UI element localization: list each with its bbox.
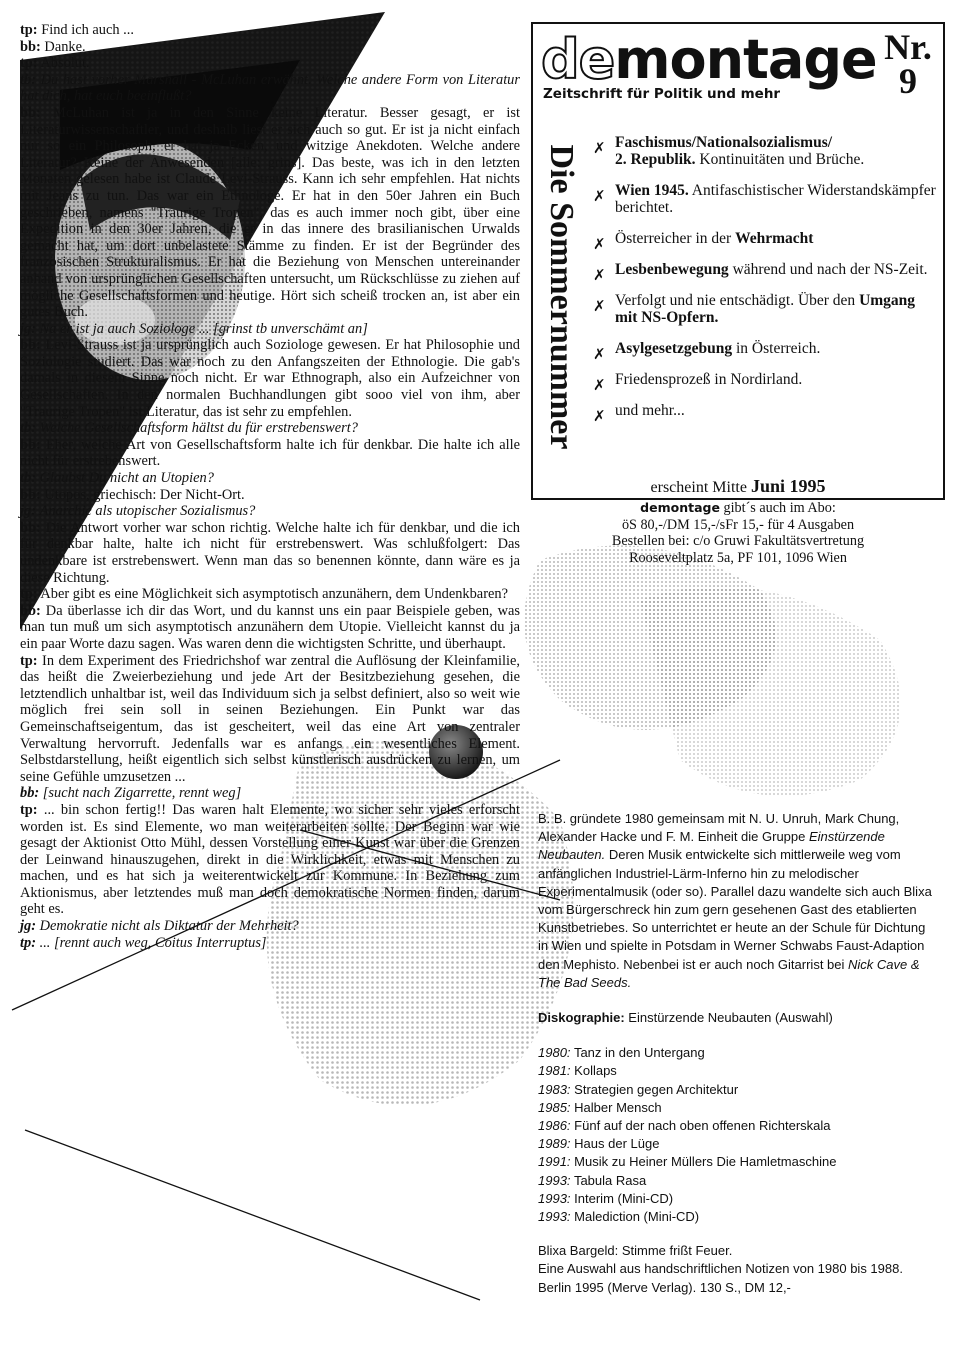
interview-paragraph	[20, 437, 520, 470]
discography-item: 1983: Strategien gegen Architektur	[538, 1081, 739, 1097]
speaker-text: Levi-Strauss ist ja ursprünglich auch Soziologe gewesen. Er hat Philosophie und Soziologie studiert. Das war noch zu den Anfangszeiten der Ethnologie. Die gab's damals in diesem Sinne noch nicht. Er war Ethnograph, also ein Aufzeichner von Gesellschaften. In den normalen Buchhandlungen gibt sooo viel von ihm, aber "Traurige Tropen" ist Literatur, das ist sehr zu empfehlen.	[20, 337, 520, 420]
speaker-label: tb:	[20, 470, 36, 487]
interview-text	[20, 22, 520, 951]
speaker-label: jg:	[20, 918, 36, 935]
cross-mark-icon: ✗	[593, 266, 606, 284]
speaker-text: Aber gibt es eine Möglichkeit sich asymptotisch anzunähern, dem Undenkbaren?	[40, 586, 508, 603]
discography-heading: Diskographie: Einstürzende Neubauten (Auswahl)	[538, 1010, 833, 1026]
interview-paragraph	[20, 802, 520, 918]
speaker-text: [sucht nach Zigarrette, rennt weg]	[42, 785, 242, 802]
toc-item: ✗ Österreicher in der Wehrmacht	[593, 230, 814, 253]
speaker-text: In dem Experiment des Friedrichshof war zentral die Auflösung der Kleinfamilie, das heißt die Zweierbeziehung und jede Art der Besitzbeziehung gesehen, die letztendlich unhaltbar ist, weil das Individuum sich ja selbst definiert, also so weit wie möglich frei sein soll in seinen Beziehungen. Ein Punkt war das Gemeinschaftseigentum, das ist gescheitert, weil das eine Art von zentraler Verwaltung hervorruft. Jedenfalls war es anfangs ein wesentliches Element. Selbstdarstellung, heißt eigentlich sich selbst künstlerisch ausdrücken zu lernen, um seine Gefühle umzusetzen ...	[20, 652, 520, 785]
cross-mark-icon: ✗	[593, 297, 606, 315]
cross-mark-icon: ✗	[593, 139, 606, 157]
interview-paragraph	[20, 935, 520, 952]
speaker-label: bb:	[20, 436, 41, 453]
toc-item: ✗ Friedensprozeß in Nordirland.	[593, 371, 803, 394]
issue-box	[531, 22, 945, 500]
speaker-text: Die Antwort vorher war schon richtig. Welche halte ich für denkbar, und die ich für denkbar halte, halte ich nicht für erstrebenswert. Was schlußfolgert: Das undenkbare ist erstrebenswert. Wenn man das so benennen könnte, dann wäre es ja diese Richtung.	[20, 519, 520, 586]
toc-item: ✗ Asylgesetzgebung in Österreich.	[593, 340, 821, 363]
speaker-label: tp:	[20, 652, 38, 669]
discography-item: 1985: Halber Mensch	[538, 1099, 662, 1115]
interview-paragraph	[20, 321, 520, 338]
discography-item: 1989: Haus der Lüge	[538, 1136, 660, 1152]
interview-paragraph	[20, 105, 520, 321]
speaker-label: tb:	[20, 71, 36, 88]
interview-paragraph	[20, 653, 520, 786]
speaker-text: Da überlasse ich dir das Wort, und du kannst uns ein paar Beispiele geben, was man tun muß um sich asymptotisch anzunähern dem Utopie. Vielleicht kannst du ja ein paar Worte dazu sagen. Was waren denn die wichtigsten Schritte, und überhaupt.	[20, 602, 520, 652]
speaker-label: bb:	[20, 519, 41, 536]
table-of-contents	[593, 134, 938, 433]
speaker-label: bb:	[20, 486, 41, 503]
cross-mark-icon: ✗	[593, 407, 606, 425]
speaker-text: Welche Gesellschaftsform hältst du für erstrebenswert?	[39, 420, 358, 437]
discography-item: 1993: Tabula Rasa	[538, 1172, 647, 1188]
discography-item: 1993: Interim (Mini-CD)	[538, 1190, 674, 1206]
speaker-text: Danke.	[44, 38, 86, 55]
speaker-text: Demokratie nicht als Diktatur der Mehrheit?	[39, 918, 299, 935]
speaker-text: Na er ist ja auch Soziologe ... [grinst tb unverschämt an]	[39, 320, 368, 337]
issue-number: Nr. 9	[884, 27, 932, 101]
speaker-label: tb:	[20, 420, 36, 437]
discography-item: 1981: Kollaps	[538, 1063, 617, 1079]
bio-paragraph: B. B. gründete 1980 gemeinsam mit N. U. Unruh, Mark Chung, Alexander Hacke und F. M. Einheit die Gruppe Einstürzende Neubauten. Deren Musik entwickelte sich mittlerweile weg vom anfänglichen Industriel-Lärm-Inferno hin zu melodischer Experimentalmusik (oder so). Parallel dazu wandelte sich auch Blixa vom Bürgerschreck hin zum gern gesehenen Gast des etablierten Kunstbetriebes. So unterrichtet er heute an der Schule für Dichtung in Wien und spielte in Potsdam in Werner Schwabs Faust-Adaption den Mephisto. Nebenbei ist er auch noch Gitarrist bei Nick Cave & The Bad Seeds.	[538, 811, 932, 990]
speaker-label: bb:	[20, 38, 41, 55]
speaker-label: tp:	[20, 801, 38, 818]
toc-item: ✗ und mehr...	[593, 402, 685, 425]
toc-item: ✗ Wien 1945. Antifaschistischer Widerstandskämpfer berichtet.	[593, 182, 936, 216]
speaker-label: jg:	[20, 320, 36, 337]
discography-item: 1980: Tanz in den Untergang	[538, 1045, 705, 1061]
book-info: Blixa Bargeld: Stimme frißt Feuer. Eine Auswahl aus handschriftlichen Notizen von 1980 bis 1988. Berlin 1995 (Merve Verlag). 130 S., DM 12,-	[538, 1243, 903, 1295]
interview-paragraph	[20, 785, 520, 802]
interview-paragraph	[20, 470, 520, 487]
discography-item: 1991: Musik zu Heiner Müllers Die Hamletmaschine	[538, 1154, 837, 1170]
toc-item: ✗ Lesbenbewegung während und nach der NS-Zeit.	[593, 261, 928, 284]
discography-item: 1993: Malediction (Mini-CD)	[538, 1209, 700, 1225]
speaker-text: McLuhan ist ja in den Sinne keine Literatur. Besser gesagt, er ist Literaturwissenschaftler, und deshalb liest er sich auch so gut. Er ist ja nicht einfach nur so ein Philosoph, er hat ja Ecken, und witzige Anekdoten. Welche andere Literatur? Keine der Anwesenden [alle: grins]. Das beste, was ich in den letzten Monaten gelesen habe ist Claude Levi-Strauss. Kann ich sehr empfehlen. Hat nichts mit Jeans zu tun. Das war ein Ethnologe. Er hat in den 50er Jahren ein Buch geschrieben, namens "Traurige Tropen", das es auch immer noch gibt, über eine Expedition in den 30er Jahren, die er in das innere des brasilianischen Urwalds gemacht hat, um dort unbelastete Stämme zu finden. Er ist der Begründer des französischen Strukturalismus. Er hat die Beziehung von Menschen untereinander anhand von ursprünglichen Gesellschaften untersucht, um Rückschlüsse zu ziehen auf mögliche Gesellschaftsformen und heutige. Hört sich scheiß trocken an, ist aber ein gutes Buch.	[20, 104, 520, 321]
vertical-title: Die Sommernummer	[543, 144, 580, 450]
subscription-info: demontage gibt´s auch im Abo: öS 80,-/DM 15,-/sFr 15,- für 4 Ausgaben Bestellen bei: c/o Gruwi Fakultätsvertretung Rooseveltplatz 5a, PF 101, 1096 Wien	[611, 500, 865, 566]
interview-paragraph	[20, 39, 520, 56]
cross-mark-icon: ✗	[593, 187, 606, 205]
interview-paragraph	[20, 603, 520, 653]
interview-paragraph	[20, 918, 520, 935]
interview-paragraph	[20, 72, 520, 105]
interview-paragraph	[20, 503, 520, 520]
interview-paragraph	[20, 586, 520, 603]
speaker-label: bb:	[20, 785, 40, 802]
speaker-label: tp:	[20, 22, 38, 38]
speaker-label: tp:	[20, 55, 38, 72]
speaker-label: tp:	[20, 934, 36, 951]
bio-section	[538, 810, 938, 1297]
release-note: erscheint Mitte Juni 1995	[650, 476, 826, 496]
interview-paragraph	[20, 55, 520, 72]
speaker-label: bb:	[20, 337, 41, 354]
speaker-text: Find ich auch ...	[41, 22, 134, 38]
interview-paragraph	[20, 22, 520, 39]
magazine-subtitle: Zeitschrift für Politik und mehr	[543, 86, 781, 102]
discography-item: 1986: Fünf auf der nach oben offenen Richterskala	[538, 1118, 831, 1134]
cross-mark-icon: ✗	[593, 376, 606, 394]
toc-item: ✗ Faschismus/Nationalsozialismus/ 2. Republik. Kontinuitäten und Brüche.	[593, 134, 865, 168]
speaker-text: Anarchie als utopischer Sozialismus?	[39, 503, 256, 520]
toc-item: ✗ Verfolgt und nie entschädigt. Über den Umgang mit NS-Opfern.	[593, 292, 916, 326]
cross-mark-icon: ✗	[593, 235, 606, 253]
demontage-logo: demontage	[541, 28, 877, 91]
speaker-label: jg:	[20, 503, 36, 520]
speaker-text: Utopos, griechisch: Der Nicht-Ort.	[44, 486, 245, 503]
interview-paragraph	[20, 520, 520, 586]
discography-list	[538, 1044, 938, 1226]
speaker-text: ... [rennt auch weg, Coitus Interruptus]	[39, 934, 267, 951]
cross-mark-icon: ✗	[593, 345, 606, 363]
speaker-text: ... bin schon fertig!! Das waren halt Elemente, wo sicher sehr vieles erforscht worden ist. Es sind Elemente, wo man weiterarbeiten sollte. Der Beginn war wie gesagt der Aktionist Otto Mühl, dessen Vorstellung einer Kunst war über die Grenzen der Leinwand hinauszugehen, direkt in die Wirklichkeit, etwas mit Menschen zu machen, und es hat sich ja weiterentwickelt zur Kommune. In Beziehung zum Aktionismus, aber letztendes muß man doch demokratische Normen finden, darum geht es.	[20, 801, 520, 918]
interview-paragraph	[20, 487, 520, 504]
speaker-text: Glaubst Du nicht an Utopien?	[39, 470, 214, 487]
speaker-label: tp:	[20, 586, 38, 603]
interview-paragraph	[20, 420, 520, 437]
speaker-label: bb:	[20, 104, 41, 121]
interview-paragraph	[20, 337, 520, 420]
speaker-label: bb:	[20, 602, 41, 619]
speaker-text: Absolut.	[40, 55, 90, 72]
speaker-text: Eher, welche Art von Gesellschaftsform halte ich für denkbar. Die halte ich alle nicht für erstrebenswert.	[20, 436, 520, 470]
speaker-text: Du hast vorher Marshall - McLuhan erwähnt. Welche andere Form von Literatur hat dich, hat euch beeinflußt?	[20, 71, 520, 105]
